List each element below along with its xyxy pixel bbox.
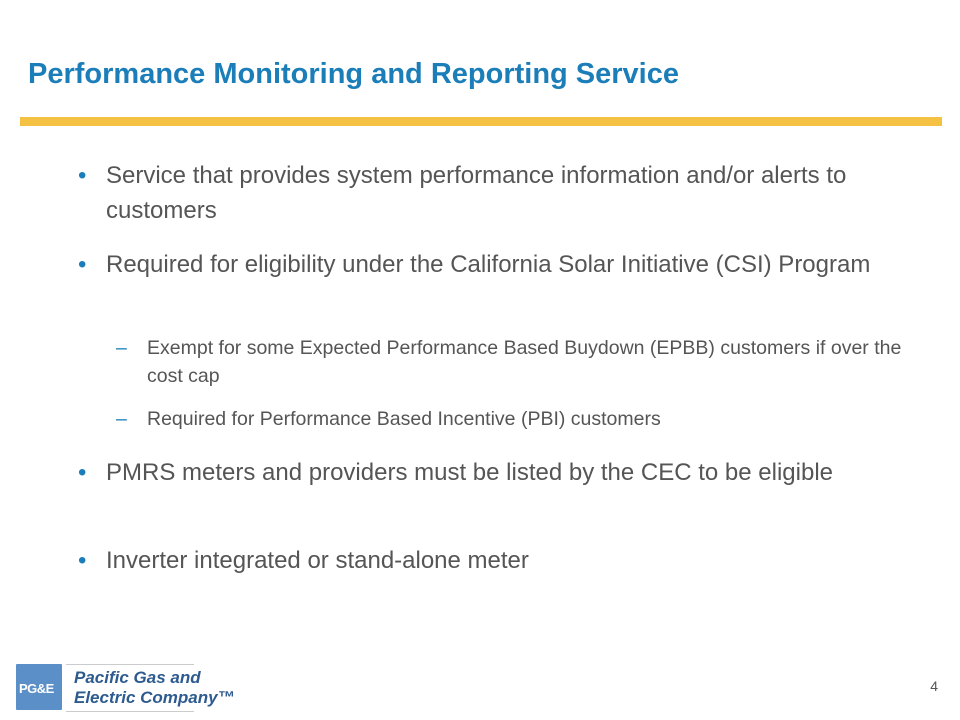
logo-divider-bottom: [66, 711, 194, 712]
title-underline-bar: [20, 117, 942, 126]
logo-company-line1: Pacific Gas and: [74, 668, 201, 687]
sub-bullet-text: Required for Performance Based Incentive (PBI) customers: [147, 408, 661, 430]
bullet-text: Service that provides system performance information and/or alerts to customers: [106, 162, 847, 224]
company-logo: [16, 664, 235, 712]
bullet-item: [78, 455, 896, 490]
sub-bullet-dash: –: [116, 408, 127, 430]
bullet-dot: •: [78, 547, 87, 574]
sub-bullet-text: Exempt for some Expected Performance Based Buydown (EPBB) customers if over the cost cap: [147, 337, 902, 387]
logo-divider-top: [66, 664, 194, 665]
logo-mark-text: PG&E: [19, 681, 54, 696]
bullet-dot: •: [78, 459, 87, 486]
bullet-dot: •: [78, 251, 87, 278]
page-number: 4: [930, 678, 938, 694]
bullet-item: [78, 247, 896, 282]
bullet-item: [78, 158, 896, 228]
slide-title: Performance Monitoring and Reporting Service: [28, 58, 679, 90]
sub-bullet-dash: –: [116, 337, 127, 359]
bullet-text: PMRS meters and providers must be listed by the CEC to be eligible: [106, 459, 833, 486]
bullet-text: Inverter integrated or stand-alone meter: [106, 547, 529, 574]
logo-mark: [16, 664, 62, 710]
sub-bullet-item: [116, 405, 907, 433]
bullet-text: Required for eligibility under the California Solar Initiative (CSI) Program: [106, 251, 871, 278]
logo-company-line2: Electric Company™: [74, 688, 235, 707]
bullet-dot: •: [78, 162, 87, 189]
sub-bullet-item: [116, 334, 907, 390]
bullet-item: [78, 543, 896, 578]
